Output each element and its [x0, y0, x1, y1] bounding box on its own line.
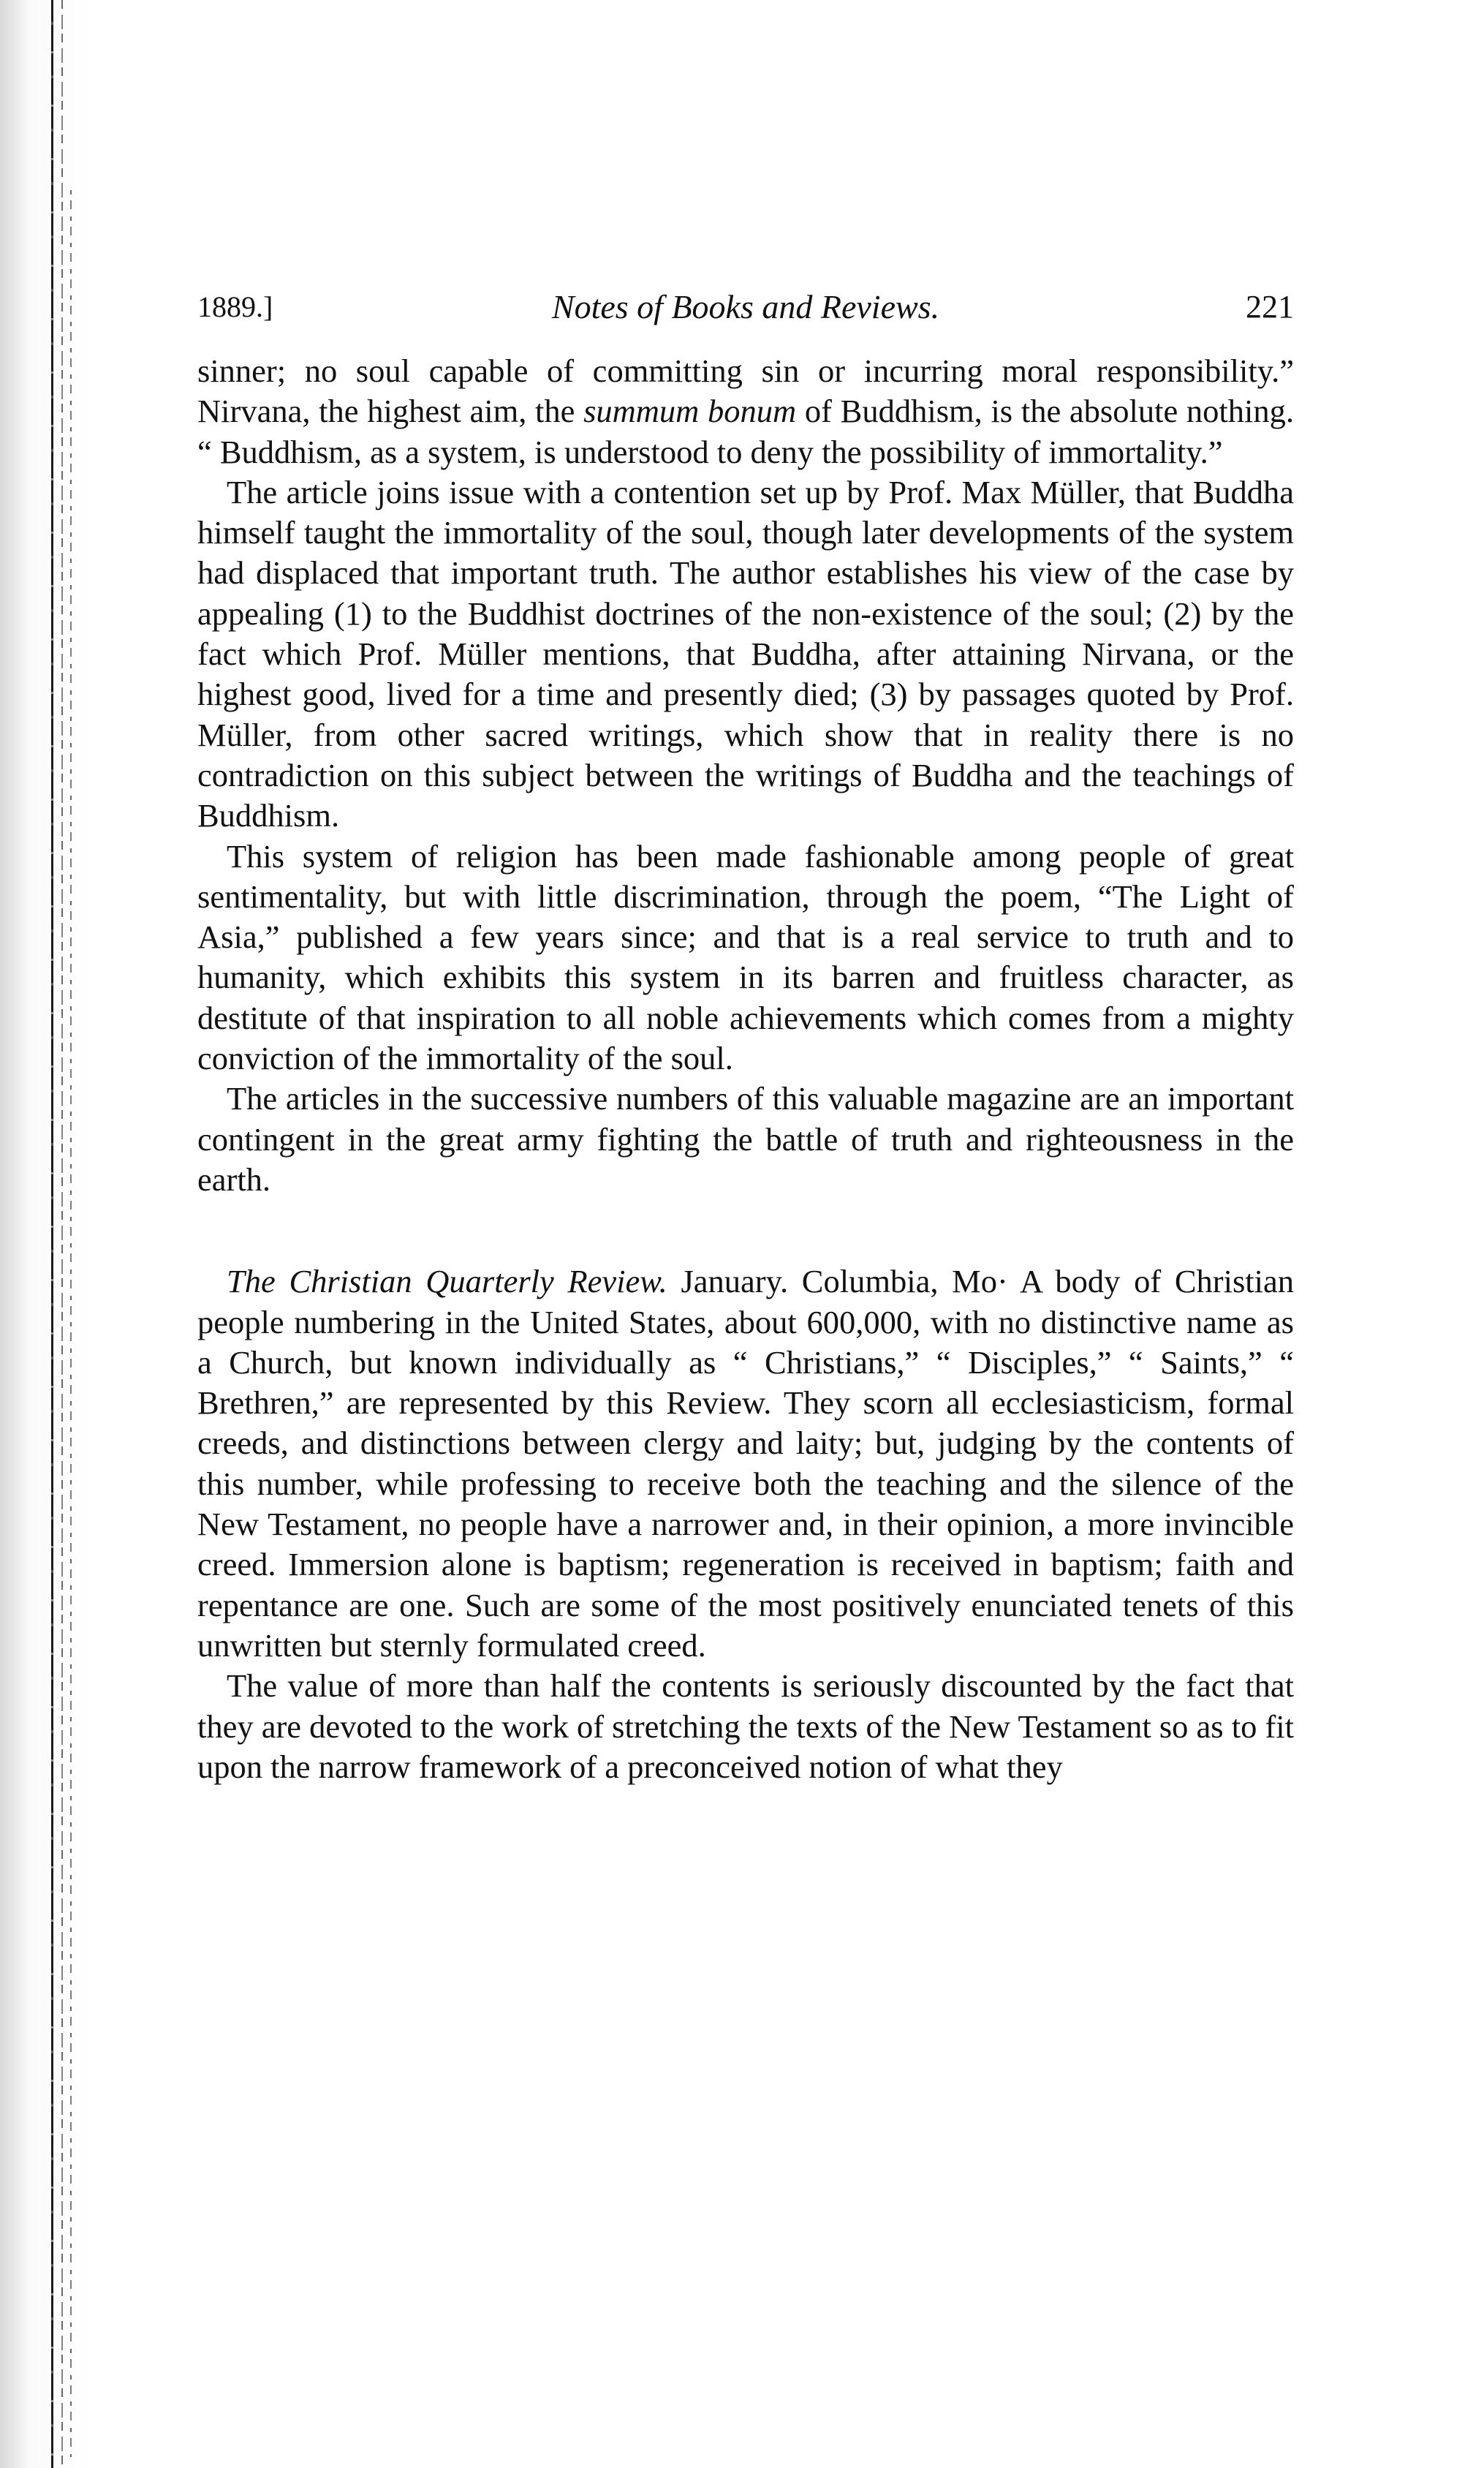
paragraph-magazine-articles: The articles in the successive numbers of this valuable magazine are an important contingent in the great army fighting the battle of truth and righteousness in the earth.: [197, 1080, 1294, 1198]
paragraph-value-discounted: The value of more than half the contents is seriously discounted by the fact that they are devoted to the work of stretching the texts of the New Testament so as to fit upon the narrow framework of a preconceived notion of what they: [197, 1667, 1295, 1785]
binding-spine-line-faint: [61, 0, 63, 2468]
page-number: 221: [1246, 289, 1294, 325]
paragraph-christian-quarterly: [197, 1261, 1294, 1666]
binding-edge: [0, 0, 95, 2468]
body-text: [197, 351, 1294, 1787]
running-head-year: 1889.]: [197, 290, 273, 323]
binding-spine-line: [51, 0, 53, 2468]
review-intro-text: January. Columbia, Mo· A body of Christian people numbering in the United States, about 600,000, with no distinctive name as a Church, but known individually as “ Christians,” “ Disciples,” “ Saints,” “ Brethren,” are represented by this Review. They scorn all ecclesiasticism, formal creeds, and distinctions between clergy and laity; but, judging by the contents of this number, while professing to receive both the teaching and the silence of the New Testament, no people have a narrower and, in their opinion, a more invincible creed. Immersion alone is baptism; regeneration is received in baptism; faith and repentance are one. Such are some of the most positively enunciated tenets of this unwritten but sternly formulated creed.: [197, 1263, 1294, 1664]
binding-spine-line-inner: [70, 190, 72, 2457]
book-page: [197, 278, 1294, 1787]
paragraph-nirvana-part-b: of Buddhism, is the absolute nothing. “ Buddhism, as a system, is understood to deny the possibility of immortality.”: [197, 393, 1294, 470]
paragraph-max-muller: The article joins issue with a contention set up by Prof. Max Müller, that Buddha himself taught the immortality of the soul, though later developments of the system had displaced that important truth. The author establishes his view of the case by appealing (1) to the Buddhist doctrines of the non-existence of the soul; (2) by the fact which Prof. Müller mentions, that Buddha, after attaining Nirvana, or the highest good, lived for a time and presently died; (3) by passages quoted by Prof. Müller, from other sacred writings, which show that in reality there is no contradiction on this subject between the writings of Buddha and the teachings of Buddhism.: [197, 473, 1294, 834]
running-head: [197, 278, 1294, 336]
paragraph-nirvana-italic: summum bonum: [583, 393, 797, 430]
paragraph-nirvana-part-a: sinner; no soul capable of committing sin or incurring moral responsibility.” Nirvana, the highest aim, the: [197, 352, 1294, 430]
paragraph-nirvana: [197, 351, 1294, 472]
paragraph-light-of-asia: This system of religion has been made fashionable among people of great sentimentality, but with little discrimination, through the poem, “The Light of Asia,” published a few years since; and that is a real service to truth and to humanity, which exhibits this system in its barren and fruitless character, as destitute of that inspiration to all noble achievements which comes from a mighty conviction of the immortality of the soul.: [197, 837, 1294, 1077]
review-title: The Christian Quarterly Review.: [227, 1263, 667, 1300]
running-head-title: Notes of Books and Reviews.: [551, 288, 940, 325]
section-gap: [197, 1200, 1294, 1261]
